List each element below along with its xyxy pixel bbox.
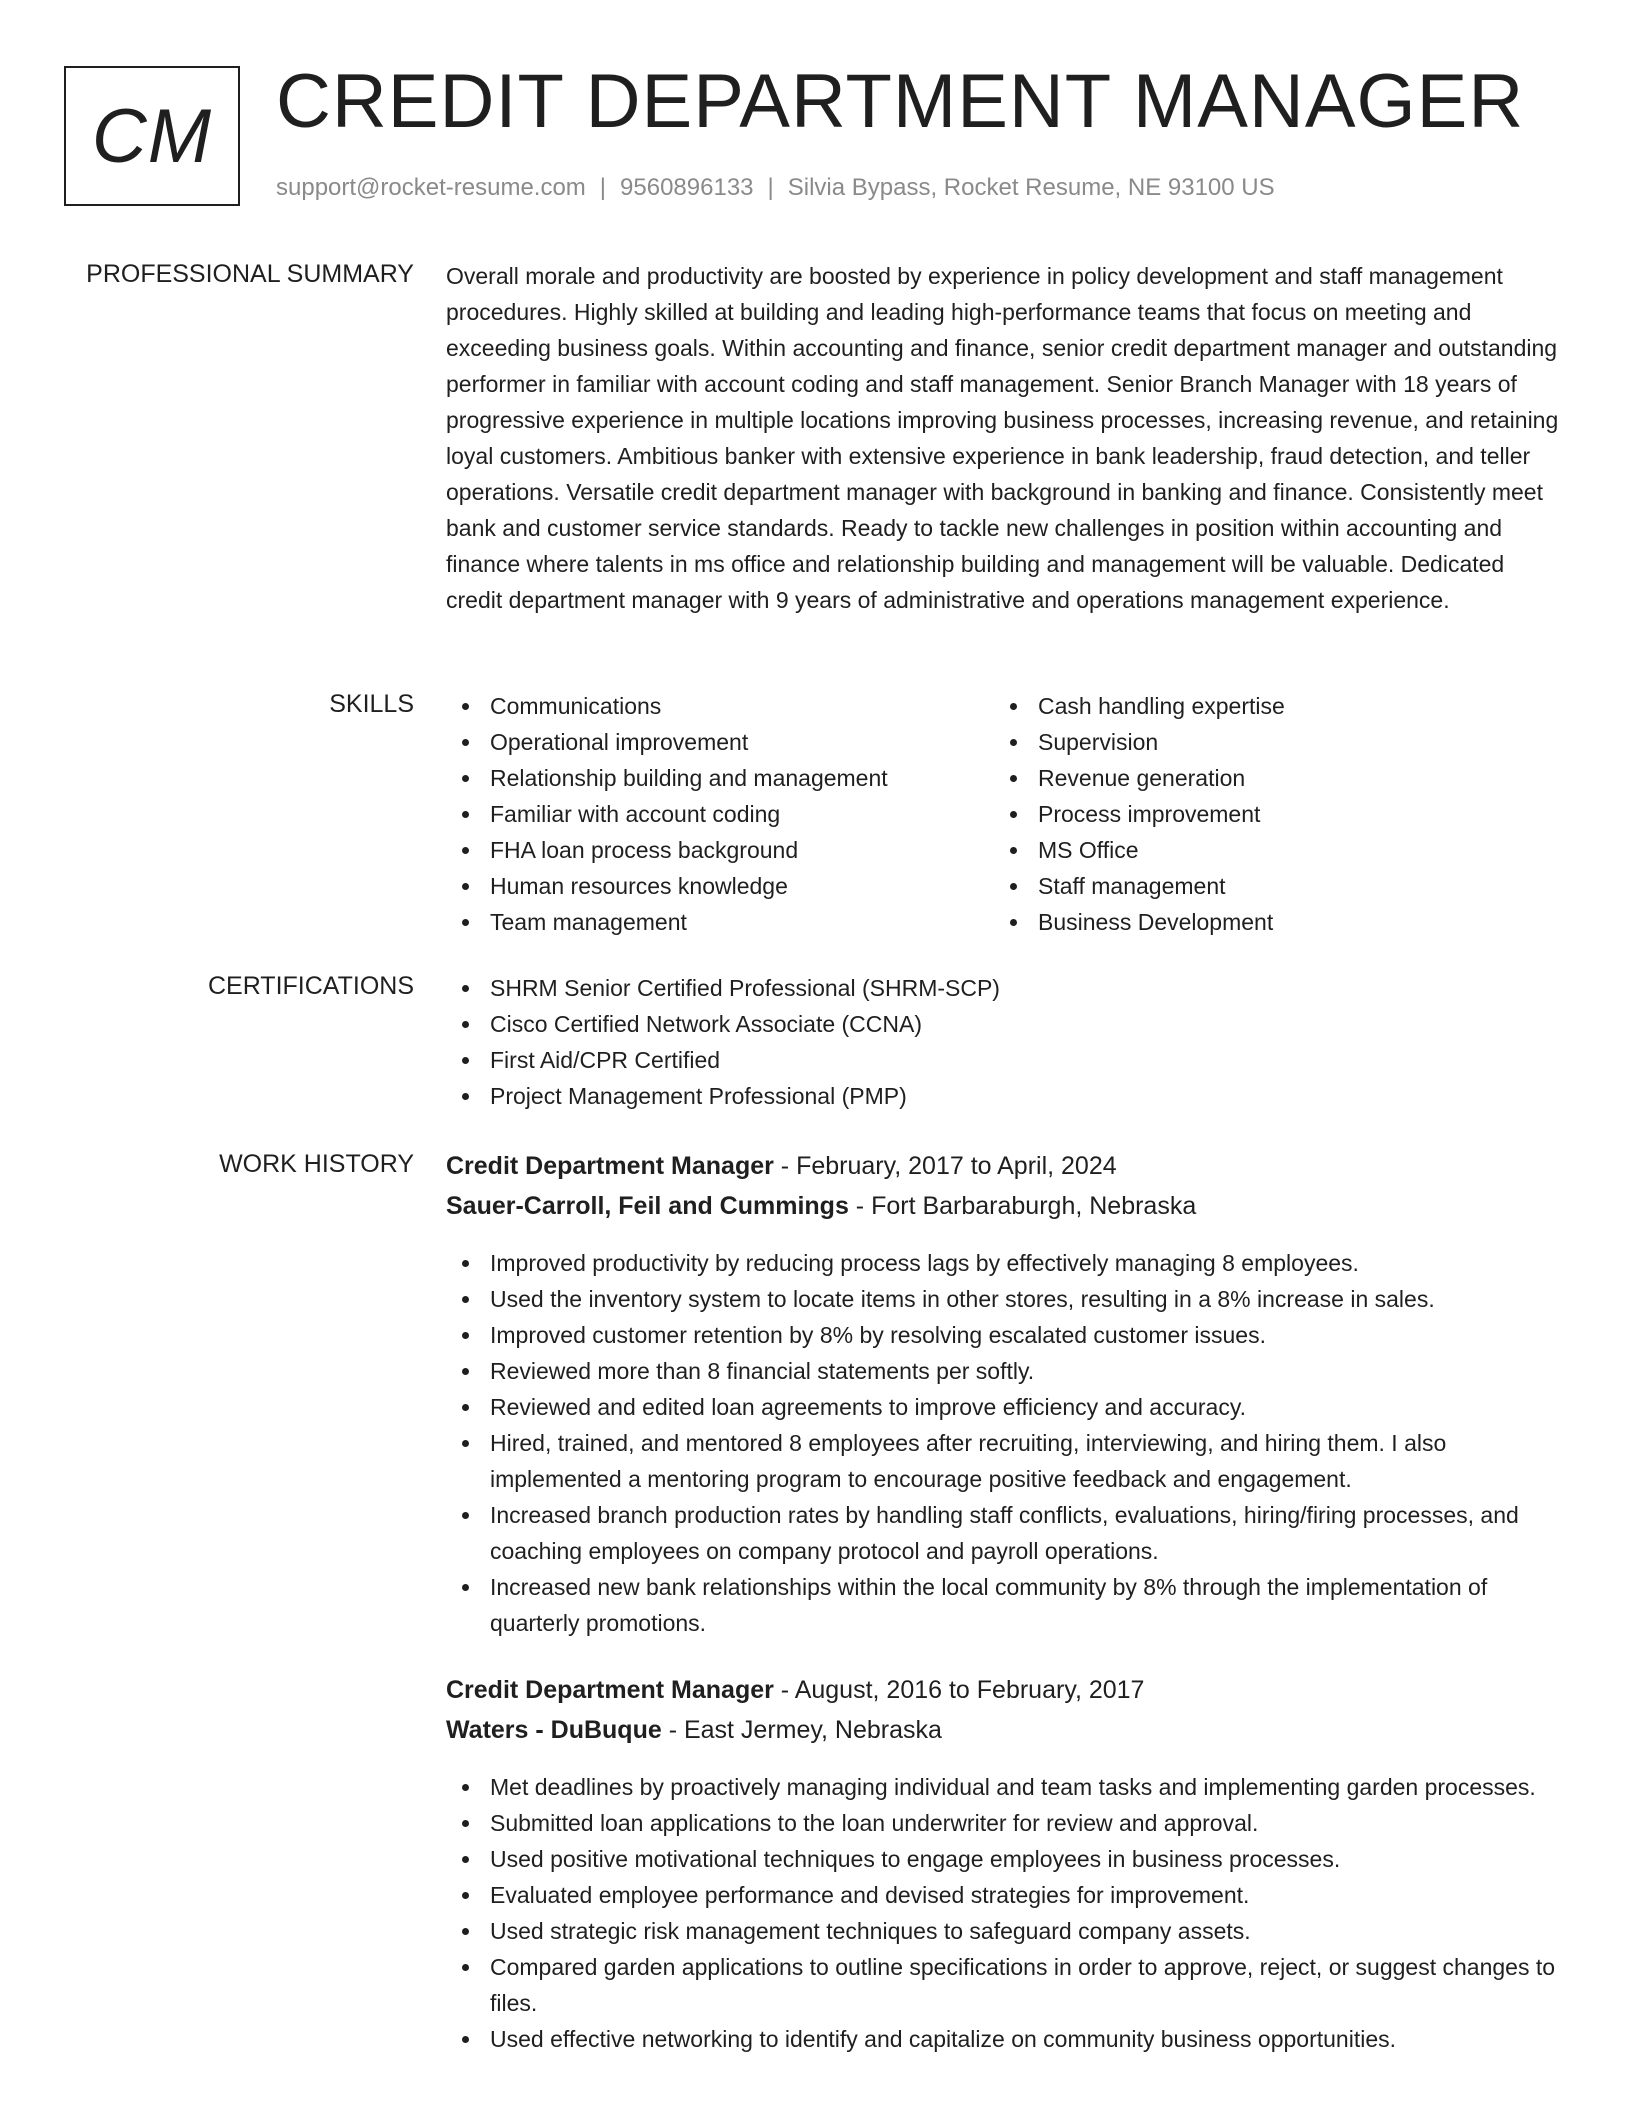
skill-item: FHA loan process background	[446, 832, 986, 868]
certification-item: SHRM Senior Certified Professional (SHRM-SCP)	[446, 970, 1564, 1006]
certifications-list	[446, 970, 1564, 1114]
job-title-line	[446, 1670, 1564, 1710]
contact-separator: |	[767, 174, 774, 201]
job-bullet: Evaluated employee performance and devised strategies for improvement.	[446, 1877, 1568, 1913]
monogram-logo: CM	[64, 66, 240, 206]
page-title: CREDIT DEPARTMENT MANAGER	[276, 59, 1525, 144]
job-bullet: Used effective networking to identify and capitalize on community business opportunities.	[446, 2021, 1568, 2057]
skill-item: Familiar with account coding	[446, 796, 986, 832]
contact-email: support@rocket-resume.com	[276, 174, 586, 201]
job-company-line	[446, 1186, 1564, 1226]
job-bullet: Improved customer retention by 8% by resolving escalated customer issues.	[446, 1317, 1568, 1353]
job-location: - East Jermey, Nebraska	[661, 1716, 942, 1744]
job-title: Credit Department Manager	[446, 1676, 774, 1704]
section-title-work-history: WORK HISTORY	[219, 1150, 414, 1178]
job-bullet: Increased new bank relationships within the local community by 8% through the implementation of quarterly promotions.	[446, 1569, 1568, 1641]
job-bullets	[446, 1245, 1568, 1641]
job-bullet: Used the inventory system to locate items in other stores, resulting in a 8% increase in sales.	[446, 1281, 1568, 1317]
job-bullet: Reviewed and edited loan agreements to improve efficiency and accuracy.	[446, 1389, 1568, 1425]
skill-item: Business Development	[994, 904, 1554, 940]
skill-item: Supervision	[994, 724, 1554, 760]
skills-list-right	[994, 688, 1554, 940]
job-dates: - August, 2016 to February, 2017	[773, 1676, 1145, 1704]
job-bullet: Used positive motivational techniques to engage employees in business processes.	[446, 1841, 1568, 1877]
certification-item: Cisco Certified Network Associate (CCNA)	[446, 1006, 1564, 1042]
skills-list-left	[446, 688, 986, 940]
job-bullet: Hired, trained, and mentored 8 employees after recruiting, interviewing, and hiring them. I also implemented a mentoring program to encourage positive feedback and engagement.	[446, 1425, 1568, 1497]
job-company: Waters - DuBuque	[446, 1716, 662, 1744]
job-dates: - February, 2017 to April, 2024	[773, 1152, 1117, 1180]
job-company-line	[446, 1710, 1564, 1750]
skill-item: Operational improvement	[446, 724, 986, 760]
job-bullet: Used strategic risk management techniques to safeguard company assets.	[446, 1913, 1568, 1949]
section-title-summary: PROFESSIONAL SUMMARY	[86, 260, 414, 288]
job-bullet: Met deadlines by proactively managing individual and team tasks and implementing garden processes.	[446, 1769, 1568, 1805]
skill-item: Human resources knowledge	[446, 868, 986, 904]
contact-address: Silvia Bypass, Rocket Resume, NE 93100 US	[787, 174, 1275, 201]
job-title: Credit Department Manager	[446, 1152, 774, 1180]
skill-item: MS Office	[994, 832, 1554, 868]
skill-item: Relationship building and management	[446, 760, 986, 796]
job-bullet: Compared garden applications to outline specifications in order to approve, reject, or suggest changes to files.	[446, 1949, 1568, 2021]
skill-item: Team management	[446, 904, 986, 940]
contact-phone: 9560896133	[620, 174, 754, 201]
job-bullet: Improved productivity by reducing process lags by effectively managing 8 employees.	[446, 1245, 1568, 1281]
job-title-line	[446, 1146, 1564, 1186]
job-bullet: Reviewed more than 8 financial statements per softly.	[446, 1353, 1568, 1389]
contact-separator: |	[599, 174, 607, 201]
contact-line	[276, 174, 1275, 202]
skill-item: Cash handling expertise	[994, 688, 1554, 724]
skill-item: Process improvement	[994, 796, 1554, 832]
job-bullets	[446, 1769, 1568, 2057]
skill-item: Staff management	[994, 868, 1554, 904]
certification-item: Project Management Professional (PMP)	[446, 1078, 1564, 1114]
certification-item: First Aid/CPR Certified	[446, 1042, 1564, 1078]
job-location: - Fort Barbaraburgh, Nebraska	[848, 1192, 1197, 1220]
section-title-certifications: CERTIFICATIONS	[207, 972, 414, 1000]
job-bullet: Submitted loan applications to the loan underwriter for review and approval.	[446, 1805, 1568, 1841]
skill-item: Communications	[446, 688, 986, 724]
summary-text: Overall morale and productivity are boosted by experience in policy development and staff management procedures. Highly skilled at building and leading high-performance teams that focus on meeting and exceeding business goals. Within accounting and finance, senior credit department manager and outstanding performer in familiar with account coding and staff management. Senior Branch Manager with 18 years of progressive experience in multiple locations improving business processes, increasing revenue, and retaining loyal customers. Ambitious banker with extensive experience in bank leadership, fraud detection, and teller operations. Versatile credit department manager with background in banking and finance. Consistently meet bank and customer service standards. Ready to tackle new challenges in position within accounting and finance where talents in ms office and relationship building and management will be valuable. Dedicated credit department manager with 9 years of administrative and operations management experience.	[446, 263, 1559, 613]
job-company: Sauer-Carroll, Feil and Cummings	[446, 1192, 849, 1220]
section-title-skills: SKILLS	[329, 690, 414, 718]
skill-item: Revenue generation	[994, 760, 1554, 796]
job-bullet: Increased branch production rates by handling staff conflicts, evaluations, hiring/firing processes, and coaching employees on company protocol and payroll operations.	[446, 1497, 1568, 1569]
